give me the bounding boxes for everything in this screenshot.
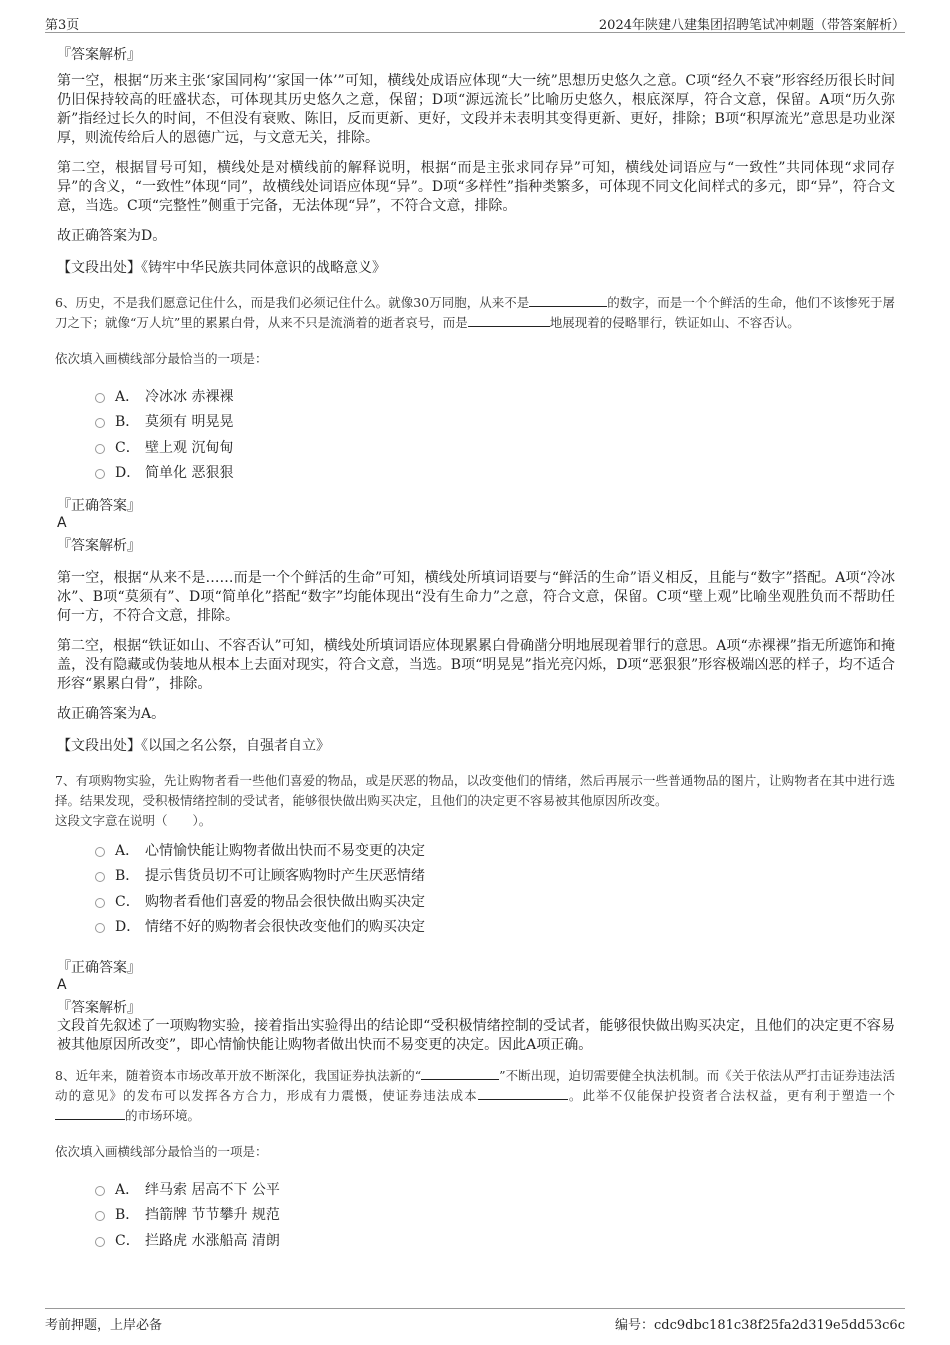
question-7-text: 7、有项购物实验，先让购物者看一些他们喜爱的物品，或是厌恶的物品，以改变他们的情绪，然后再展示一些普通物品的图片，让购物者在其中进行选择。结果发现，受积极情绪控制的受试者，能够很快做出购买决定，且他们的决定更不容易被其他原因所改变。 — [55, 773, 895, 808]
radio-icon[interactable] — [95, 418, 105, 428]
correct-answer-value: A — [57, 977, 67, 993]
radio-icon[interactable] — [95, 1186, 105, 1196]
analysis-paragraph: 第二空，根据“铁证如山、不容否认”可知，横线处所填词语应体现累累白骨确凿分明地展现着罪行的意思。A项“赤裸裸”指无所遮饰和掩盖，没有隐藏或伪装地从根本上去面对现实，符合文意，当选。B项“明晃晃”指光亮闪烁，D项“恶狠狠”形容极端凶恶的样子，均不适合形容“累累白骨”，排除。 — [57, 638, 895, 692]
fill-blank — [529, 294, 607, 307]
analysis-paragraph: 第二空，根据冒号可知，横线处是对横线前的解释说明，根据“而是主张求同存异”可知，横线处词语应与“一致性”共同体现“求同存异”的含义，“一致性”体现“同”，故横线处词语应体现“异”。D项“多样性”指种类繁多，可体现不同文化间样式的多元，即“异”，符合文意，当选。C项“完整性”侧重于完备，无法体现“异”，不符合文意，排除。 — [57, 160, 895, 214]
question-8-options — [95, 1176, 895, 1253]
analysis-label: 『答案解析』 — [57, 1000, 141, 1016]
option-b[interactable]: B． 提示售货员切不可让顾客购物时产生厌恶情绪 — [95, 863, 895, 889]
correct-answer-value: A — [57, 515, 67, 531]
option-c[interactable]: C． 拦路虎 水涨船高 清朗 — [95, 1227, 895, 1253]
radio-icon[interactable] — [95, 1211, 105, 1221]
source-citation: 【文段出处】《铸牢中华民族共同体意识的战略意义》 — [57, 260, 386, 276]
document-id: 编号：cdc9dbc181c38f25fa2d319e5dd53c6c — [614, 1318, 905, 1333]
analysis-paragraph: 第一空，根据“历来主张‘家国同构’‘家国一体’”可知，横线处成语应体现“大一统”思想历史悠久之意。C项“经久不衰”形容经历很长时间仍旧保持较高的旺盛状态，可体现其历史悠久之意，保留；D项“源远流长”比喻历史悠久，根底深厚，符合文意，保留。A项“历久弥新”指经过长久的时间，不但没有衰败、陈旧，反而更新、更好，文段并未表明其变得更新、更好，排除；B项“积厚流光”意思是功业深厚，则流传给后人的恩德广远，与文意无关，排除。 — [57, 73, 895, 146]
analysis-paragraph: 文段首先叙述了一项购物实验，接着指出实验得出的结论即“受积极情绪控制的受试者，能够很快做出购买决定，且他们的决定更不容易被其他原因所改变”，即心情愉快能让购物者做出快而不易变更的决定。因此A项正确。 — [57, 1018, 895, 1053]
question-8-text: 8、近年来，随着资本市场改革开放不断深化，我国证券执法新的“ ”不断出现，迫切需要健全执法机制。而《关于依法从严打击证券违法活动的意见》的发布可以发挥各方合力，形成有力震慑，使证券违法成本 。此举不仅能保护投资者合法权益，更有利于塑造一个的市场环境。 — [55, 1068, 895, 1123]
analysis-paragraph: 第一空，根据“从来不是……而是一个个鲜活的生命”可知，横线处所填词语要与“鲜活的生命”语义相反，且能与“数字”搭配。A项“冷冰冰”、B项“莫须有”、D项“简单化”搭配“数字”均能体现出“没有生命力”之意，符合文意，保留。C项“壁上观”比喻坐观胜负而不帮助任何一方，不符合文意，排除。 — [57, 570, 895, 624]
option-a[interactable]: A． 绊马索 居高不下 公平 — [95, 1176, 895, 1202]
correct-answer-label: 『正确答案』 — [57, 498, 141, 514]
document-title: 2024年陕建八建集团招聘笔试冲刺题（带答案解析） — [598, 18, 905, 33]
answer-conclusion: 故正确答案为A。 — [57, 706, 166, 722]
question-prompt: 依次填入画横线部分最恰当的一项是： — [55, 1144, 268, 1159]
option-a[interactable]: A． 冷冰冰 赤裸裸 — [95, 383, 895, 409]
page-footer — [45, 1308, 905, 1333]
question-6-options — [95, 383, 895, 485]
fill-blank — [468, 314, 550, 327]
answer-conclusion: 故正确答案为D。 — [57, 228, 167, 244]
option-a[interactable]: A． 心情愉快能让购物者做出快而不易变更的决定 — [95, 837, 895, 863]
radio-icon[interactable] — [95, 872, 105, 882]
option-b[interactable]: B． 莫须有 明晃晃 — [95, 409, 895, 435]
page-header — [45, 12, 905, 33]
radio-icon[interactable] — [95, 393, 105, 403]
page-content — [57, 44, 895, 1263]
source-citation: 【文段出处】《以国之名公祭，自强者自立》 — [57, 738, 330, 754]
option-b[interactable]: B． 挡箭牌 节节攀升 规范 — [95, 1202, 895, 1228]
question-6-text: 6、历史，不是我们愿意记住什么，而是我们必须记住什么。就像30万同胞，从来不是 的数字，而是一个个鲜活的生命，他们不该惨死于屠刀之下；就像“万人坑”里的累累白骨，从来不只是流淌着的逝者哀号，而是 地展现着的侵略罪行，铁证如山、不容否认。 — [55, 295, 895, 330]
correct-answer-label: 『正确答案』 — [57, 960, 141, 976]
option-d[interactable]: D． 情绪不好的购物者会很快改变他们的购买决定 — [95, 914, 895, 940]
radio-icon[interactable] — [95, 923, 105, 933]
radio-icon[interactable] — [95, 898, 105, 908]
footer-slogan: 考前押题，上岸必备 — [45, 1318, 163, 1333]
question-7-options — [95, 837, 895, 939]
page-number: 第3页 — [45, 18, 80, 33]
question-prompt: 依次填入画横线部分最恰当的一项是： — [55, 351, 268, 366]
analysis-label: 『答案解析』 — [57, 538, 141, 554]
radio-icon[interactable] — [95, 444, 105, 454]
option-c[interactable]: C． 壁上观 沉甸甸 — [95, 434, 895, 460]
fill-blank — [55, 1107, 125, 1120]
fill-blank — [478, 1087, 568, 1100]
analysis-label: 『答案解析』 — [57, 47, 141, 63]
question-prompt: 这段文字意在说明（ ）。 — [55, 813, 212, 828]
fill-blank — [421, 1067, 499, 1080]
radio-icon[interactable] — [95, 847, 105, 857]
option-d[interactable]: D． 简单化 恶狠狠 — [95, 460, 895, 486]
option-c[interactable]: C． 购物者看他们喜爱的物品会很快做出购买决定 — [95, 888, 895, 914]
radio-icon[interactable] — [95, 1237, 105, 1247]
radio-icon[interactable] — [95, 469, 105, 479]
